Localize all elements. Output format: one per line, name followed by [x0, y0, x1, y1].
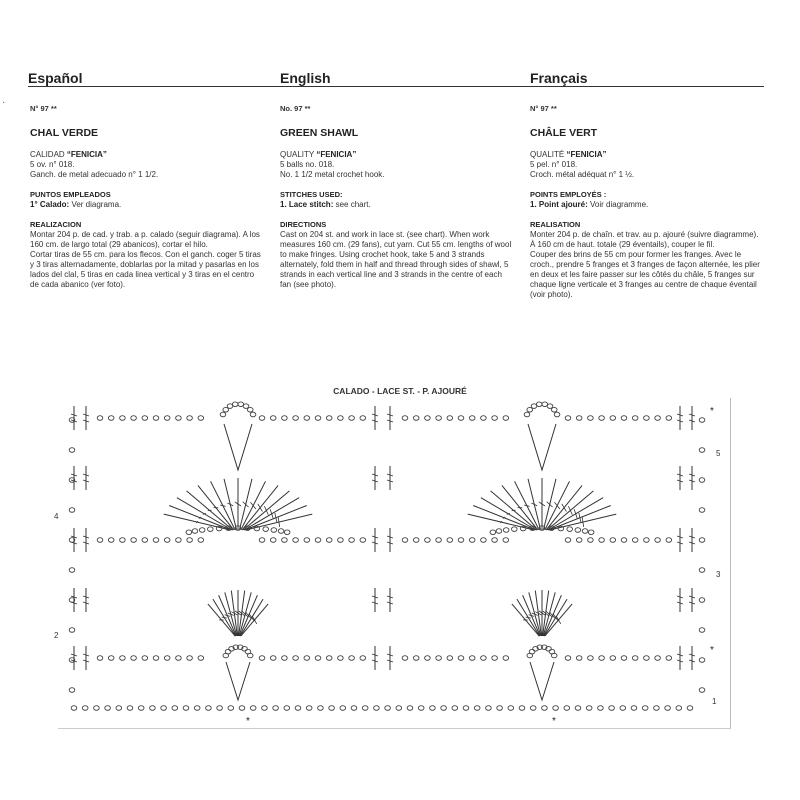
quality-line	[530, 150, 765, 160]
row-label-3: 3	[716, 570, 721, 579]
chart-frame	[58, 398, 731, 729]
quality-value: “FENICIA”	[566, 150, 607, 159]
stitch-text: Voir diagramme.	[587, 200, 649, 209]
stitch-name: 1. Lace stitch:	[280, 200, 334, 209]
stitches-heading: PUNTOS EMPLEADOS	[30, 190, 111, 199]
material-line: 5 pel. n° 018.	[530, 160, 578, 169]
language-heading-spanish: Español	[28, 70, 83, 86]
stitch-line	[530, 200, 765, 210]
row-label-1: 1	[712, 697, 717, 706]
stitch-name: 1° Calado:	[30, 200, 70, 209]
quality-line	[280, 150, 515, 160]
repeat-star: *	[246, 716, 250, 727]
stitches-heading: STITCHES USED:	[280, 190, 343, 199]
material-line: No. 1 1/2 metal crochet hook.	[280, 170, 385, 179]
column-english	[280, 104, 515, 290]
pattern-number: N° 97 **	[530, 104, 557, 113]
quality-line	[30, 150, 265, 160]
quality-value: “FENICIA”	[316, 150, 357, 159]
material-line: 5 ov. n° 018.	[30, 160, 75, 169]
directions-heading: REALIZACION	[30, 220, 82, 229]
directions-heading: DIRECTIONS	[280, 220, 327, 229]
stitch-name: 1. Point ajouré:	[530, 200, 588, 209]
header-rule	[28, 86, 764, 87]
language-heading-french: Français	[530, 70, 588, 86]
directions-paragraph: Cortar tiras de 55 cm. para los flecos. Con el ganch. coger 5 tiras y 3 tiras alternadamente, doblarlas por la mitad y pasarlas en los lados del clal, 5 tiras en cada linea vertical y 3 tiras en el centro de cada abanico (ver foto).	[30, 250, 261, 289]
pattern-number: No. 97 **	[280, 104, 311, 113]
pattern-title: CHAL VERDE	[30, 127, 99, 139]
stitch-line	[30, 200, 265, 210]
directions-paragraph: Montar 204 p. de cad. y trab. a p. calado (seguir diagrama). A los 160 cm. de largo total (29 abanicos), cortar el hilo.	[30, 230, 260, 249]
row-label-5: 5	[716, 449, 721, 458]
repeat-star: *	[710, 406, 714, 417]
quality-label: CALIDAD	[30, 150, 65, 159]
column-spanish	[30, 104, 265, 290]
material-line: Croch. métal adéquat n° 1 ½.	[530, 170, 635, 179]
column-french	[530, 104, 765, 300]
stitch-line	[280, 200, 515, 210]
language-heading-english: English	[280, 70, 331, 86]
material-line: 5 balls no. 018.	[280, 160, 335, 169]
repeat-star: *	[710, 645, 714, 656]
quality-label: QUALITY	[280, 150, 315, 159]
repeat-star: *	[552, 716, 556, 727]
row-label-2: 2	[54, 631, 59, 640]
material-line: Ganch. de metal adecuado n° 1 1/2.	[30, 170, 159, 179]
directions-paragraph: Cast on 204 st. and work in lace st. (see chart). When work measures 160 cm. (29 fans), cut yarn. Cut 55 cm. lengths of wool to make fringes. Using crochet hook, take 5 and 3 strands alternately, fold them in half and thread through sides of shawl, 5 strands in each vertical line and 3 strands in the centre of each fan (see photo).	[280, 230, 512, 289]
pattern-title: GREEN SHAWL	[280, 127, 359, 139]
quality-label: QUALITÉ	[530, 150, 565, 159]
directions-paragraph: Monter 204 p. de chaîn. et trav. au p. ajouré (suivre diagramme). À 160 cm de haut. totale (29 éventails), couper le fil.	[530, 230, 759, 249]
chart-title: CALADO - LACE ST. - P. AJOURÉ	[333, 386, 467, 396]
row-label-4: 4	[54, 512, 59, 521]
directions-paragraph: Couper des brins de 55 cm pour former les franges. Avec le croch., prendre 5 franges et 3 franges de façon alternée, les plier en deux et les faire passer sur les côtés du châle, 5 franges sur chaque ligne verticale et 3 franges au centre de chaque éventail (voir photo).	[530, 250, 760, 299]
stitch-text: Ver diagrama.	[69, 200, 122, 209]
pattern-number: N° 97 **	[30, 104, 57, 113]
margin-mark: ·	[2, 97, 6, 108]
stitches-heading: POINTS EMPLOYÉS :	[530, 190, 607, 199]
pattern-title: CHÂLE VERT	[530, 127, 598, 139]
stitch-text: see chart.	[333, 200, 371, 209]
quality-value: “FENICIA”	[66, 150, 107, 159]
directions-heading: REALISATION	[530, 220, 581, 229]
